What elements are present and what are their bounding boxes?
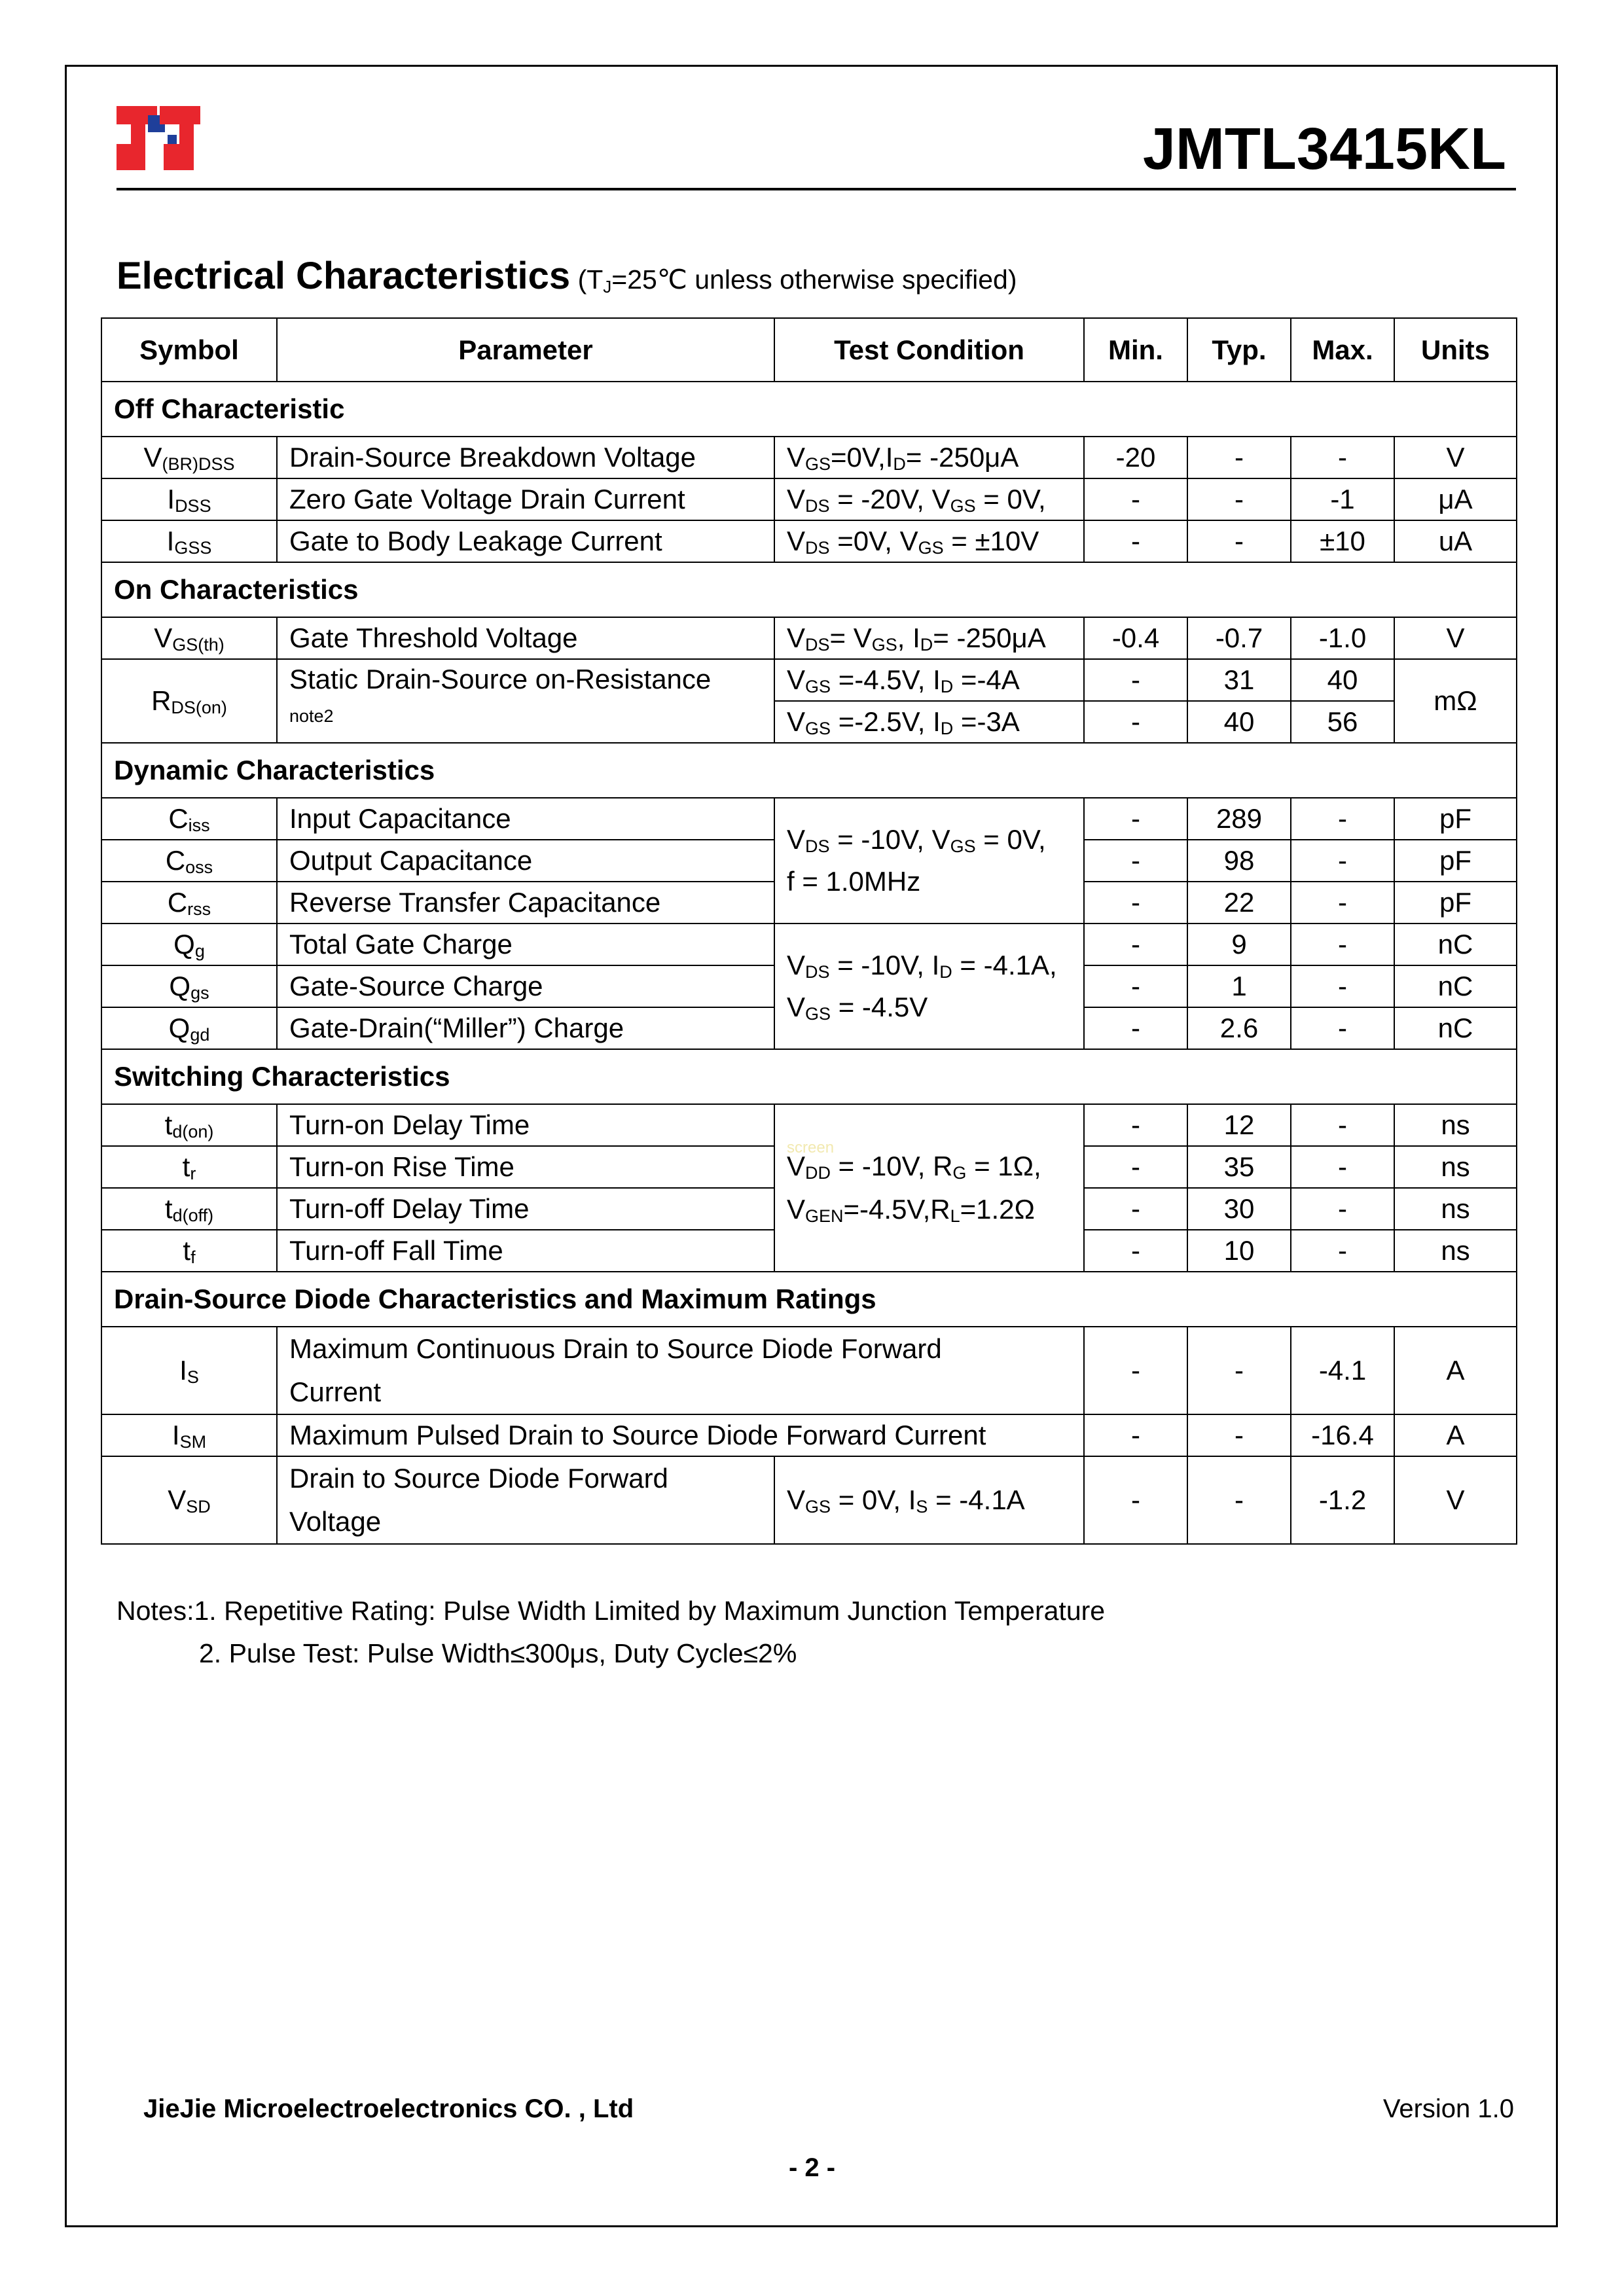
symbol-cell: $V_{(BR)DSS}$ xyxy=(101,437,277,478)
condition-cell: $V_{GS}=0V,I_D= -250\mu A$ xyxy=(774,437,1084,478)
min-cell: - xyxy=(1084,1414,1187,1456)
typ-cell: 31 xyxy=(1187,659,1291,701)
symbol-cell: $t_{d(off)}$ xyxy=(101,1188,277,1230)
typ-cell: 9 xyxy=(1187,924,1291,965)
min-cell: - xyxy=(1084,478,1187,520)
parameter-cell: Zero Gate Voltage Drain Current xyxy=(277,478,774,520)
min-cell: - xyxy=(1084,1230,1187,1272)
unit-cell: V xyxy=(1394,617,1517,659)
unit-cell: V xyxy=(1394,1456,1517,1544)
max-cell: - xyxy=(1291,798,1394,840)
unit-cell: A xyxy=(1394,1327,1517,1414)
parameter-cell: Drain-Source Breakdown Voltage xyxy=(277,437,774,478)
parameter-cell: Turn-on Delay Time xyxy=(277,1104,774,1146)
company-logo-icon xyxy=(117,102,200,174)
symbol-cell: $C_{rss}$ xyxy=(101,882,277,924)
col-header-typ: Typ. xyxy=(1187,318,1291,382)
min-cell: - xyxy=(1084,1456,1187,1544)
unit-cell: nC xyxy=(1394,1007,1517,1049)
symbol-cell: $I_S$ xyxy=(101,1327,277,1414)
unit-cell: V xyxy=(1394,437,1517,478)
table-row xyxy=(101,520,1517,562)
min-cell: - xyxy=(1084,701,1187,743)
max-cell: 40 xyxy=(1291,659,1394,701)
parameter-cell: Turn-off Delay Time xyxy=(277,1188,774,1230)
unit-cell: pF xyxy=(1394,882,1517,924)
symbol-cell: $I_{DSS}$ xyxy=(101,478,277,520)
max-cell: -4.1 xyxy=(1291,1327,1394,1414)
max-cell: ±10 xyxy=(1291,520,1394,562)
min-cell: - xyxy=(1084,840,1187,882)
max-cell: -16.4 xyxy=(1291,1414,1394,1456)
typ-cell: - xyxy=(1187,1414,1291,1456)
typ-cell: - xyxy=(1187,520,1291,562)
section-row: On Characteristics xyxy=(101,562,1517,617)
parameter-cell: Turn-off Fall Time xyxy=(277,1230,774,1272)
section-row: Drain-Source Diode Characteristics and Maximum Ratings xyxy=(101,1272,1517,1327)
typ-cell: 40 xyxy=(1187,701,1291,743)
section-title: Electrical Characteristics xyxy=(117,255,571,297)
condition-cell: $V_{DS} = -10V$, $V_{GS} = 0V$, f = 1.0MHz xyxy=(774,798,1084,924)
unit-cell: mΩ xyxy=(1394,659,1517,743)
unit-cell: pF xyxy=(1394,840,1517,882)
unit-cell: uA xyxy=(1394,520,1517,562)
typ-cell: - xyxy=(1187,1456,1291,1544)
col-header-parameter: Parameter xyxy=(277,318,774,382)
max-cell: - xyxy=(1291,965,1394,1007)
symbol-cell: $V_{SD}$ xyxy=(101,1456,277,1544)
typ-cell: 30 xyxy=(1187,1188,1291,1230)
max-cell: - xyxy=(1291,1104,1394,1146)
col-header-max: Max. xyxy=(1291,318,1394,382)
max-cell: - xyxy=(1291,1188,1394,1230)
condition-cell: $V_{DS} = -10V$, $I_D = -4.1A$, $V_{GS} = -4.5V$ xyxy=(774,924,1084,1049)
typ-cell: 12 xyxy=(1187,1104,1291,1146)
unit-cell: ns xyxy=(1394,1230,1517,1272)
unit-cell: nC xyxy=(1394,924,1517,965)
typ-cell: 289 xyxy=(1187,798,1291,840)
max-cell: - xyxy=(1291,437,1394,478)
max-cell: - xyxy=(1291,1146,1394,1188)
typ-cell: 2.6 xyxy=(1187,1007,1291,1049)
parameter-cell: Drain to Source Diode Forward Voltage xyxy=(277,1456,774,1544)
max-cell: - xyxy=(1291,1007,1394,1049)
symbol-cell: $Q_{gs}$ xyxy=(101,965,277,1007)
table-row xyxy=(101,659,1517,701)
min-cell: - xyxy=(1084,1007,1187,1049)
footnote-ref: note2 xyxy=(289,706,334,726)
min-cell: - xyxy=(1084,798,1187,840)
parameter-cell: Maximum Continuous Drain to Source Diode Forward Current xyxy=(277,1327,1084,1414)
condition-cell: $V_{GS} =-2.5V$, $I_D =-3A$ xyxy=(774,701,1084,743)
parameter-cell: Gate-Source Charge xyxy=(277,965,774,1007)
table-row xyxy=(101,1456,1517,1544)
parameter-cell: Static Drain-Source on-Resistance note2 xyxy=(277,659,774,743)
table-header-row xyxy=(101,318,1517,382)
unit-cell: A xyxy=(1394,1414,1517,1456)
unit-cell: μA xyxy=(1394,478,1517,520)
typ-cell: - xyxy=(1187,478,1291,520)
parameter-cell: Total Gate Charge xyxy=(277,924,774,965)
typ-cell: - xyxy=(1187,437,1291,478)
section-heading xyxy=(117,254,1017,298)
table-row xyxy=(101,1327,1517,1414)
typ-cell: 1 xyxy=(1187,965,1291,1007)
header-divider xyxy=(117,188,1516,190)
note-2: 2. Pulse Test: Pulse Width≤300μs, Duty Cycle≤2% xyxy=(199,1638,797,1668)
symbol-cell: $t_r$ xyxy=(101,1146,277,1188)
unit-cell: pF xyxy=(1394,798,1517,840)
min-cell: - xyxy=(1084,1327,1187,1414)
parameter-cell: Output Capacitance xyxy=(277,840,774,882)
part-number: JMTL3415KL xyxy=(1142,117,1506,182)
electrical-characteristics-table xyxy=(101,317,1517,1545)
parameter-cell: Gate to Body Leakage Current xyxy=(277,520,774,562)
symbol-cell: $V_{GS(th)}$ xyxy=(101,617,277,659)
min-cell: - xyxy=(1084,924,1187,965)
symbol-cell: $R_{DS(on)}$ xyxy=(101,659,277,743)
symbol-cell: $C_{oss}$ xyxy=(101,840,277,882)
min-cell: -0.4 xyxy=(1084,617,1187,659)
condition-cell: $V_{DS} = -20V$, $V_{GS} = 0V$, xyxy=(774,478,1084,520)
unit-cell: nC xyxy=(1394,965,1517,1007)
symbol-cell: $t_{d(on)}$ xyxy=(101,1104,277,1146)
max-cell: 56 xyxy=(1291,701,1394,743)
unit-cell: ns xyxy=(1394,1188,1517,1230)
min-cell: - xyxy=(1084,1146,1187,1188)
max-cell: -1.0 xyxy=(1291,617,1394,659)
col-header-test-condition: Test Condition xyxy=(774,318,1084,382)
max-cell: -1 xyxy=(1291,478,1394,520)
table-row xyxy=(101,437,1517,478)
table-row xyxy=(101,798,1517,840)
note-1: Notes:1. Repetitive Rating: Pulse Width Limited by Maximum Junction Temperature xyxy=(117,1596,1106,1626)
parameter-cell: Input Capacitance xyxy=(277,798,774,840)
condition-cell: $V_{GS} = 0V$, $I_S = -4.1A$ xyxy=(774,1456,1084,1544)
section-row: Switching Characteristics xyxy=(101,1049,1517,1104)
condition-cell: $V_{DS}= V_{GS}$, $I_D= -250\mu A$ xyxy=(774,617,1084,659)
notes xyxy=(117,1590,1105,1675)
condition-cell: screen $V_{DD} = -10V$, $R_G = 1\Omega$, $V_{GEN}=-4.5V,R_L=1.2\Omega$ xyxy=(774,1104,1084,1272)
col-header-symbol: Symbol xyxy=(101,318,277,382)
parameter-cell: Maximum Pulsed Drain to Source Diode Forward Current xyxy=(277,1414,1084,1456)
table-row xyxy=(101,1414,1517,1456)
table-row xyxy=(101,1104,1517,1146)
parameter-cell: Gate-Drain(“Miller”) Charge xyxy=(277,1007,774,1049)
table-row xyxy=(101,617,1517,659)
typ-cell: -0.7 xyxy=(1187,617,1291,659)
footer-company: JieJie Microelectroelectronics CO. , Ltd xyxy=(143,2094,634,2123)
symbol-cell: $C_{iss}$ xyxy=(101,798,277,840)
condition-cell: $V_{DS} =0V$, $V_{GS} = \pm 10V$ xyxy=(774,520,1084,562)
max-cell: - xyxy=(1291,1230,1394,1272)
min-cell: - xyxy=(1084,659,1187,701)
max-cell: -1.2 xyxy=(1291,1456,1394,1544)
section-condition: ($T_J=25℃$ unless otherwise specified) xyxy=(570,264,1017,296)
symbol-cell: $I_{GSS}$ xyxy=(101,520,277,562)
min-cell: - xyxy=(1084,1104,1187,1146)
symbol-cell: $t_f$ xyxy=(101,1230,277,1272)
max-cell: - xyxy=(1291,882,1394,924)
col-header-units: Units xyxy=(1394,318,1517,382)
typ-cell: 22 xyxy=(1187,882,1291,924)
min-cell: - xyxy=(1084,1188,1187,1230)
parameter-cell: Turn-on Rise Time xyxy=(277,1146,774,1188)
condition-cell: $V_{GS} =-4.5V$, $I_D =-4A$ xyxy=(774,659,1084,701)
unit-cell: ns xyxy=(1394,1146,1517,1188)
section-row: Dynamic Characteristics xyxy=(101,743,1517,798)
footer-version: Version 1.0 xyxy=(1382,2094,1514,2123)
col-header-min: Min. xyxy=(1084,318,1187,382)
symbol-cell: $Q_{gd}$ xyxy=(101,1007,277,1049)
typ-cell: 98 xyxy=(1187,840,1291,882)
unit-cell: ns xyxy=(1394,1104,1517,1146)
min-cell: - xyxy=(1084,520,1187,562)
typ-cell: 10 xyxy=(1187,1230,1291,1272)
page-number: - 2 - xyxy=(788,2153,836,2182)
section-row: Off Characteristic xyxy=(101,382,1517,437)
max-cell: - xyxy=(1291,840,1394,882)
parameter-cell: Reverse Transfer Capacitance xyxy=(277,882,774,924)
min-cell: - xyxy=(1084,882,1187,924)
typ-cell: 35 xyxy=(1187,1146,1291,1188)
parameter-cell: Gate Threshold Voltage xyxy=(277,617,774,659)
symbol-cell: $I_{SM}$ xyxy=(101,1414,277,1456)
faint-mark: screen xyxy=(787,1139,835,1157)
min-cell: - xyxy=(1084,965,1187,1007)
table-row xyxy=(101,478,1517,520)
max-cell: - xyxy=(1291,924,1394,965)
min-cell: -20 xyxy=(1084,437,1187,478)
table-row xyxy=(101,924,1517,965)
typ-cell: - xyxy=(1187,1327,1291,1414)
symbol-cell: $Q_g$ xyxy=(101,924,277,965)
